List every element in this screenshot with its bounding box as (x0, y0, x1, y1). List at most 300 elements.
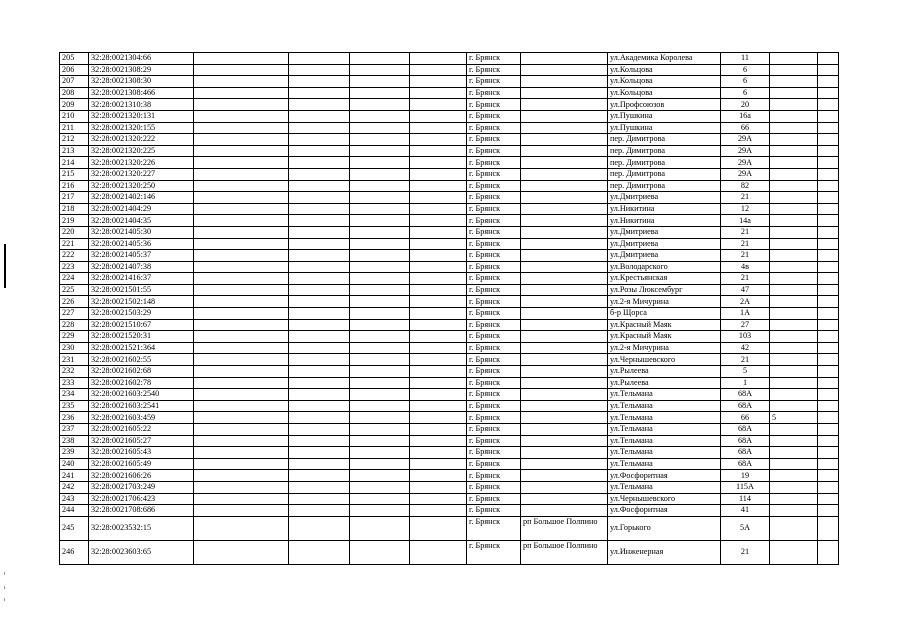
empty-cell (410, 389, 467, 401)
cadastral-number: 32:28:0021404:29 (89, 203, 194, 215)
row-number: 223 (60, 261, 89, 273)
empty-cell (194, 342, 289, 354)
table-row (60, 481, 839, 493)
extra-cell (770, 203, 818, 215)
street-cell: ул.Пушкина (608, 110, 721, 122)
extra-cell (770, 134, 818, 146)
empty-cell (818, 342, 839, 354)
empty-cell (410, 296, 467, 308)
settlement-cell (521, 134, 608, 146)
cadastral-number: 32:28:0021402:146 (89, 192, 194, 204)
house-number: 20 (721, 99, 770, 111)
street-cell: ул.Тельмана (608, 389, 721, 401)
settlement-cell: рп Большое Полпино (521, 516, 608, 540)
settlement-cell (521, 110, 608, 122)
settlement-cell (521, 215, 608, 227)
street-cell: ул.Рылеева (608, 366, 721, 378)
empty-cell (410, 99, 467, 111)
empty-cell (410, 342, 467, 354)
empty-cell (410, 192, 467, 204)
row-number: 209 (60, 99, 89, 111)
street-cell: ул.Тельмана (608, 435, 721, 447)
empty-cell (410, 424, 467, 436)
cadastral-number: 32:28:0021602:78 (89, 377, 194, 389)
extra-cell (770, 64, 818, 76)
empty-cell (350, 470, 410, 482)
extra-cell (770, 424, 818, 436)
empty-cell (289, 180, 350, 192)
street-cell: ул.Тельмана (608, 481, 721, 493)
empty-cell (818, 540, 839, 564)
city-cell: г. Брянск (467, 168, 521, 180)
settlement-cell (521, 377, 608, 389)
empty-cell (410, 435, 467, 447)
empty-cell (818, 516, 839, 540)
cadastral-number: 32:28:0021310:38 (89, 99, 194, 111)
row-number: 236 (60, 412, 89, 424)
empty-cell (289, 308, 350, 320)
empty-cell (289, 505, 350, 517)
empty-cell (350, 308, 410, 320)
empty-cell (818, 168, 839, 180)
empty-cell (289, 250, 350, 262)
empty-cell (410, 53, 467, 65)
empty-cell (194, 377, 289, 389)
row-number: 246 (60, 540, 89, 564)
empty-cell (289, 540, 350, 564)
empty-cell (289, 435, 350, 447)
empty-cell (194, 180, 289, 192)
house-number: 21 (721, 250, 770, 262)
empty-cell (289, 481, 350, 493)
extra-cell (770, 157, 818, 169)
settlement-cell (521, 331, 608, 343)
house-number: 29А (721, 134, 770, 146)
settlement-cell (521, 203, 608, 215)
empty-cell (410, 110, 467, 122)
table-row (60, 505, 839, 517)
street-cell: ул.Красный Маяк (608, 319, 721, 331)
city-cell: г. Брянск (467, 308, 521, 320)
empty-cell (350, 180, 410, 192)
row-number: 219 (60, 215, 89, 227)
city-cell: г. Брянск (467, 516, 521, 540)
empty-cell (818, 64, 839, 76)
house-number: 16а (721, 110, 770, 122)
city-cell: г. Брянск (467, 389, 521, 401)
settlement-cell (521, 366, 608, 378)
row-number: 224 (60, 273, 89, 285)
empty-cell (289, 516, 350, 540)
empty-cell (350, 458, 410, 470)
street-cell: ул.Дмитриева (608, 250, 721, 262)
empty-cell (350, 319, 410, 331)
house-number: 29А (721, 145, 770, 157)
city-cell: г. Брянск (467, 366, 521, 378)
empty-cell (350, 145, 410, 157)
table-row (60, 447, 839, 459)
settlement-cell (521, 180, 608, 192)
extra-cell (770, 516, 818, 540)
empty-cell (410, 238, 467, 250)
extra-cell (770, 250, 818, 262)
empty-cell (194, 122, 289, 134)
extra-cell (770, 377, 818, 389)
cadastral-number: 32:28:0021521:364 (89, 342, 194, 354)
city-cell: г. Брянск (467, 157, 521, 169)
house-number: 2А (721, 296, 770, 308)
house-number: 21 (721, 192, 770, 204)
empty-cell (350, 284, 410, 296)
cadastral-number: 32:28:0021308:30 (89, 76, 194, 88)
cadastral-number: 32:28:0021605:22 (89, 424, 194, 436)
empty-cell (289, 203, 350, 215)
city-cell: г. Брянск (467, 99, 521, 111)
row-number: 212 (60, 134, 89, 146)
extra-cell (770, 470, 818, 482)
street-cell: ул.Фосфоритная (608, 470, 721, 482)
empty-cell (194, 331, 289, 343)
empty-cell (818, 284, 839, 296)
extra-cell (770, 53, 818, 65)
empty-cell (350, 87, 410, 99)
empty-cell (289, 284, 350, 296)
extra-cell (770, 493, 818, 505)
empty-cell (818, 273, 839, 285)
street-cell: ул.2-я Мичурина (608, 342, 721, 354)
empty-cell (194, 110, 289, 122)
empty-cell (194, 157, 289, 169)
settlement-cell (521, 250, 608, 262)
empty-cell (194, 481, 289, 493)
city-cell: г. Брянск (467, 203, 521, 215)
house-number: 68А (721, 458, 770, 470)
empty-cell (410, 180, 467, 192)
row-number: 225 (60, 284, 89, 296)
empty-cell (350, 157, 410, 169)
empty-cell (194, 145, 289, 157)
house-number: 11 (721, 53, 770, 65)
house-number: 21 (721, 540, 770, 564)
table-row (60, 273, 839, 285)
table-row (60, 64, 839, 76)
table-row (60, 331, 839, 343)
empty-cell (350, 215, 410, 227)
table-row (60, 238, 839, 250)
empty-cell (194, 447, 289, 459)
street-cell: ул.Розы Люксембург (608, 284, 721, 296)
empty-cell (289, 366, 350, 378)
table-row (60, 261, 839, 273)
city-cell: г. Брянск (467, 87, 521, 99)
table-row (60, 203, 839, 215)
city-cell: г. Брянск (467, 342, 521, 354)
city-cell: г. Брянск (467, 284, 521, 296)
street-cell: ул.Горького (608, 516, 721, 540)
empty-cell (350, 481, 410, 493)
street-cell: ул.Володарского (608, 261, 721, 273)
row-number: 205 (60, 53, 89, 65)
street-cell: б-р Щорса (608, 308, 721, 320)
table-row (60, 366, 839, 378)
row-number: 210 (60, 110, 89, 122)
table-row (60, 424, 839, 436)
city-cell: г. Брянск (467, 273, 521, 285)
house-number: 1А (721, 308, 770, 320)
cadastral-number: 32:28:0021320:131 (89, 110, 194, 122)
city-cell: г. Брянск (467, 458, 521, 470)
empty-cell (818, 308, 839, 320)
city-cell: г. Брянск (467, 192, 521, 204)
row-number: 226 (60, 296, 89, 308)
scan-speck (4, 572, 5, 575)
table-row (60, 342, 839, 354)
cadastral-number: 32:28:0021304:66 (89, 53, 194, 65)
settlement-cell (521, 342, 608, 354)
house-number: 115А (721, 481, 770, 493)
row-number: 207 (60, 76, 89, 88)
street-cell: ул.Рылеева (608, 377, 721, 389)
house-number: 82 (721, 180, 770, 192)
table-row (60, 134, 839, 146)
empty-cell (350, 76, 410, 88)
settlement-cell (521, 424, 608, 436)
city-cell: г. Брянск (467, 505, 521, 517)
cadastral-number: 32:28:0021405:30 (89, 226, 194, 238)
empty-cell (289, 470, 350, 482)
empty-cell (818, 53, 839, 65)
city-cell: г. Брянск (467, 470, 521, 482)
empty-cell (194, 540, 289, 564)
row-number: 232 (60, 366, 89, 378)
row-number: 239 (60, 447, 89, 459)
extra-cell (770, 99, 818, 111)
house-number: 4в (721, 261, 770, 273)
row-number: 214 (60, 157, 89, 169)
empty-cell (818, 238, 839, 250)
street-cell: ул.Дмитриева (608, 226, 721, 238)
margin-mark (4, 244, 6, 288)
empty-cell (350, 342, 410, 354)
extra-cell (770, 505, 818, 517)
row-number: 240 (60, 458, 89, 470)
empty-cell (194, 226, 289, 238)
empty-cell (194, 319, 289, 331)
empty-cell (818, 215, 839, 227)
empty-cell (410, 157, 467, 169)
empty-cell (350, 389, 410, 401)
empty-cell (289, 215, 350, 227)
empty-cell (194, 470, 289, 482)
extra-cell (770, 481, 818, 493)
empty-cell (410, 261, 467, 273)
cadastral-number: 32:28:0021320:250 (89, 180, 194, 192)
empty-cell (818, 203, 839, 215)
table-row (60, 122, 839, 134)
empty-cell (410, 481, 467, 493)
empty-cell (289, 261, 350, 273)
empty-cell (350, 250, 410, 262)
empty-cell (410, 203, 467, 215)
extra-cell (770, 400, 818, 412)
cadastral-number: 32:28:0021703:249 (89, 481, 194, 493)
settlement-cell (521, 400, 608, 412)
settlement-cell (521, 296, 608, 308)
empty-cell (410, 400, 467, 412)
cadastral-number: 32:28:0021605:27 (89, 435, 194, 447)
empty-cell (289, 458, 350, 470)
street-cell: ул.Профсоюзов (608, 99, 721, 111)
house-number: 66 (721, 122, 770, 134)
settlement-cell (521, 76, 608, 88)
empty-cell (350, 261, 410, 273)
empty-cell (818, 447, 839, 459)
house-number: 42 (721, 342, 770, 354)
street-cell: ул.Академика Королева (608, 53, 721, 65)
cadastral-number: 32:28:0021603:2541 (89, 400, 194, 412)
street-cell: пер. Димитрова (608, 134, 721, 146)
empty-cell (818, 145, 839, 157)
empty-cell (818, 400, 839, 412)
row-number: 222 (60, 250, 89, 262)
city-cell: г. Брянск (467, 261, 521, 273)
empty-cell (194, 308, 289, 320)
row-number: 228 (60, 319, 89, 331)
street-cell: ул.Никитина (608, 203, 721, 215)
cadastral-number: 32:28:0021503:29 (89, 308, 194, 320)
street-cell: пер. Димитрова (608, 180, 721, 192)
settlement-cell (521, 470, 608, 482)
table-row (60, 540, 839, 564)
extra-cell (770, 192, 818, 204)
cadastral-number: 32:28:0021708:686 (89, 505, 194, 517)
table-row (60, 168, 839, 180)
row-number: 235 (60, 400, 89, 412)
cadastral-number: 32:28:0021606:26 (89, 470, 194, 482)
city-cell: г. Брянск (467, 354, 521, 366)
empty-cell (289, 110, 350, 122)
city-cell: г. Брянск (467, 250, 521, 262)
empty-cell (818, 470, 839, 482)
cadastral-number: 32:28:0021405:37 (89, 250, 194, 262)
cadastral-number: 32:28:0021404:35 (89, 215, 194, 227)
table-row (60, 226, 839, 238)
settlement-cell: рп Большое Полпино (521, 540, 608, 564)
cadastral-number: 32:28:0021602:55 (89, 354, 194, 366)
empty-cell (350, 331, 410, 343)
house-number: 5 (721, 366, 770, 378)
house-number: 68А (721, 400, 770, 412)
empty-cell (194, 76, 289, 88)
house-number: 68А (721, 389, 770, 401)
extra-cell (770, 168, 818, 180)
empty-cell (289, 424, 350, 436)
empty-cell (194, 134, 289, 146)
house-number: 21 (721, 238, 770, 250)
street-cell: ул.Инженерная (608, 540, 721, 564)
table-row (60, 250, 839, 262)
settlement-cell (521, 458, 608, 470)
cadastral-number: 32:28:0021416:37 (89, 273, 194, 285)
table-row (60, 493, 839, 505)
empty-cell (410, 145, 467, 157)
empty-cell (194, 168, 289, 180)
settlement-cell (521, 168, 608, 180)
city-cell: г. Брянск (467, 319, 521, 331)
house-number: 68А (721, 435, 770, 447)
empty-cell (194, 354, 289, 366)
empty-cell (194, 284, 289, 296)
empty-cell (289, 145, 350, 157)
empty-cell (194, 505, 289, 517)
empty-cell (410, 122, 467, 134)
empty-cell (350, 412, 410, 424)
empty-cell (818, 87, 839, 99)
table-row (60, 87, 839, 99)
street-cell: ул.Тельмана (608, 447, 721, 459)
street-cell: ул.Кольцова (608, 76, 721, 88)
settlement-cell (521, 157, 608, 169)
empty-cell (410, 87, 467, 99)
empty-cell (818, 192, 839, 204)
extra-cell (770, 458, 818, 470)
empty-cell (818, 76, 839, 88)
settlement-cell (521, 354, 608, 366)
empty-cell (289, 157, 350, 169)
settlement-cell (521, 447, 608, 459)
settlement-cell (521, 261, 608, 273)
house-number: 29А (721, 168, 770, 180)
empty-cell (410, 273, 467, 285)
row-number: 231 (60, 354, 89, 366)
empty-cell (818, 319, 839, 331)
extra-cell (770, 331, 818, 343)
empty-cell (194, 366, 289, 378)
house-number: 19 (721, 470, 770, 482)
street-cell: ул.Тельмана (608, 412, 721, 424)
empty-cell (194, 493, 289, 505)
empty-cell (350, 447, 410, 459)
empty-cell (289, 226, 350, 238)
table-row (60, 157, 839, 169)
house-number: 66 (721, 412, 770, 424)
cadastral-number: 32:28:0021520:31 (89, 331, 194, 343)
empty-cell (818, 261, 839, 273)
table-row (60, 99, 839, 111)
street-cell: пер. Димитрова (608, 168, 721, 180)
empty-cell (818, 424, 839, 436)
empty-cell (410, 447, 467, 459)
house-number: 14а (721, 215, 770, 227)
empty-cell (194, 400, 289, 412)
table-row (60, 377, 839, 389)
street-cell: пер. Димитрова (608, 145, 721, 157)
extra-cell (770, 389, 818, 401)
house-number: 12 (721, 203, 770, 215)
city-cell: г. Брянск (467, 145, 521, 157)
extra-cell (770, 110, 818, 122)
table-row (60, 470, 839, 482)
extra-cell (770, 261, 818, 273)
table-row (60, 110, 839, 122)
row-number: 244 (60, 505, 89, 517)
extra-cell: 5 (770, 412, 818, 424)
empty-cell (194, 238, 289, 250)
empty-cell (410, 470, 467, 482)
row-number: 238 (60, 435, 89, 447)
extra-cell (770, 447, 818, 459)
cadastral-number: 32:28:0023532:15 (89, 516, 194, 540)
